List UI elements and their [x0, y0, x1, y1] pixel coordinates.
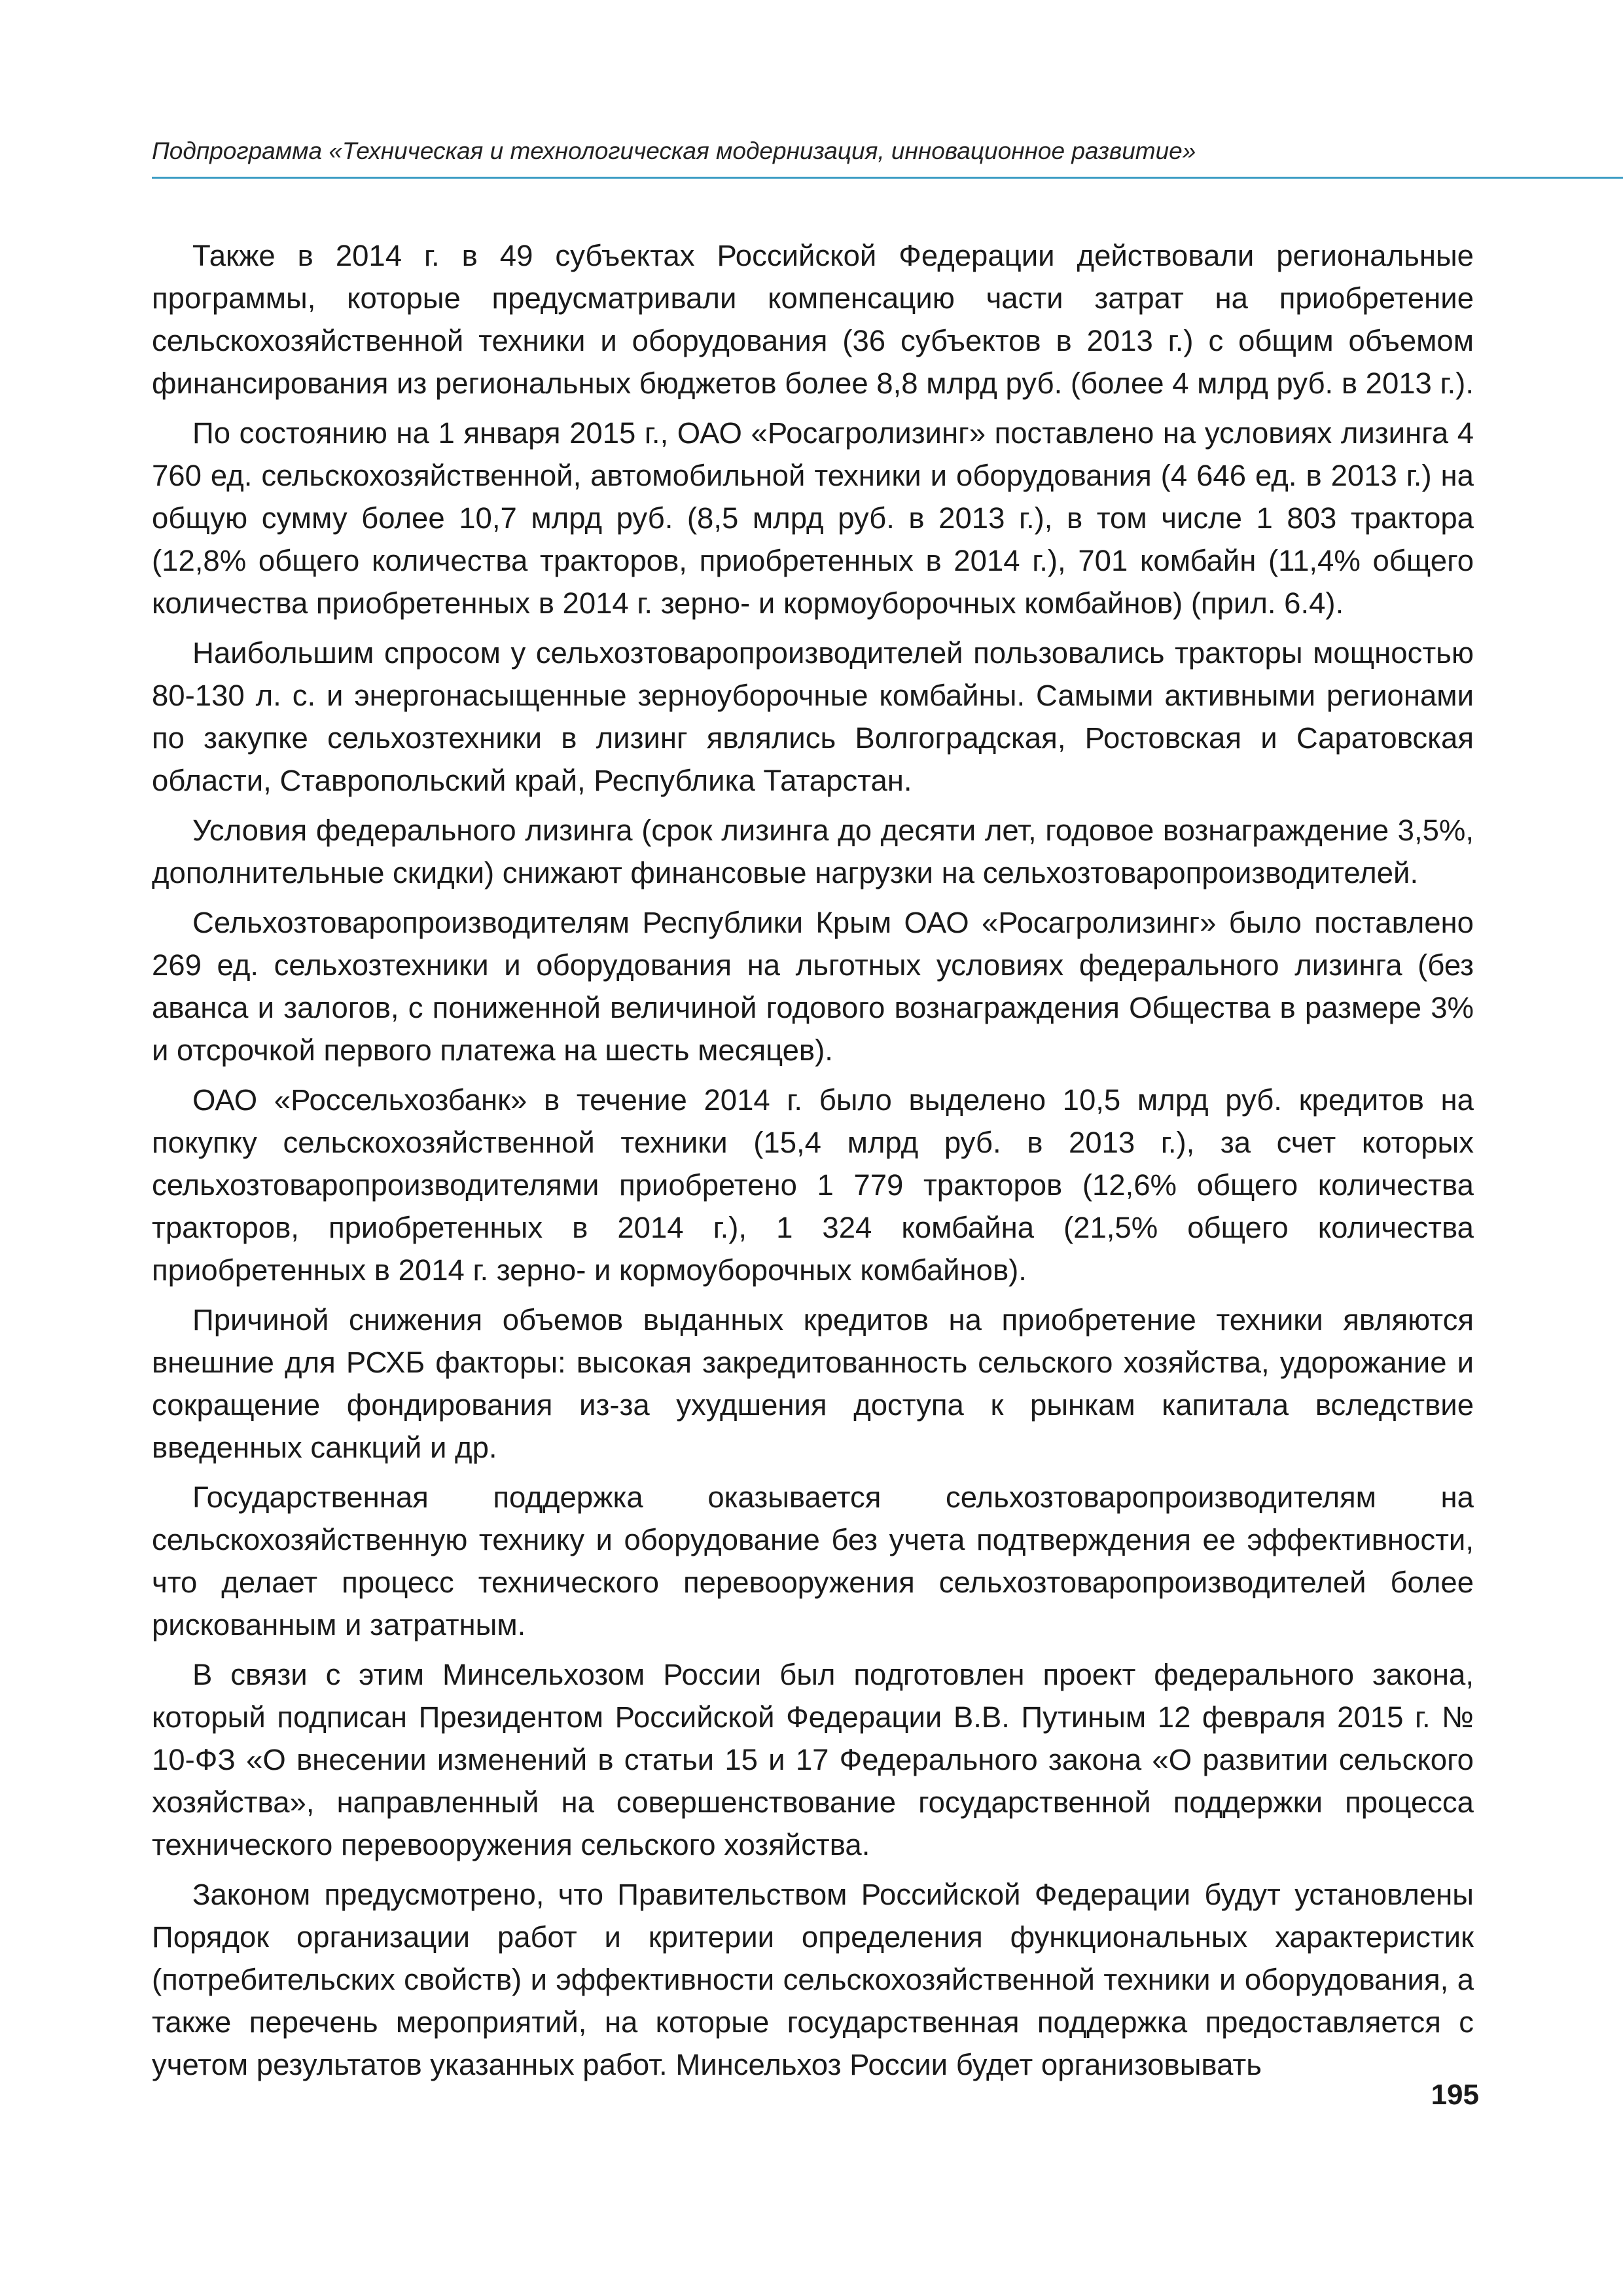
- paragraph: ОАО «Россельхозбанк» в течение 2014 г. было выделено 10,5 млрд руб. кредитов на покупку сельскохозяйственной техники (15,4 млрд руб. в 2013 г.), за счет которых сельхозтоваропроизводителями приобретено 1 779 тракторов (12,6% общего количества тракторов, приобретенных в 2014 г.), 1 324 комбайна (21,5% общего количества приобретенных в 2014 г. зерно- и кормоуборочных комбайнов).: [152, 1083, 1474, 1287]
- paragraph: Законом предусмотрено, что Правительством Российской Федерации будут установлены Порядок организации работ и критерии определения функциональных характеристик (потребительских свойств) и эффективности сельскохозяйственной техники и оборудования, а также перечень мероприятий, на которые государственная поддержка предоставляется с учетом результатов указанных работ. Минсельхоз России будет организовывать: [152, 1878, 1474, 2081]
- paragraph: Также в 2014 г. в 49 субъектах Российской Федерации действовали региональные программы, которые предусматривали компенсацию части затрат на приобретение сельскохозяйственной техники и оборудования (36 субъектов в 2013 г.) с общим объемом финансирования из региональных бюджетов более 8,8 млрд руб. (более 4 млрд руб. в 2013 г.).: [152, 239, 1474, 400]
- paragraph: По состоянию на 1 января 2015 г., ОАО «Росагролизинг» поставлено на условиях лизинга 4 760 ед. сельскохозяйственной, автомобильной техники и оборудования (4 646 ед. в 2013 г.) на общую сумму более 10,7 млрд руб. (8,5 млрд руб. в 2013 г.), в том числе 1 803 трактора (12,8% общего количества тракторов, приобретенных в 2014 г.), 701 комбайн (11,4% общего количества приобретенных в 2014 г. зерно- и кормоуборочных комбайнов) (прил. 6.4).: [152, 416, 1474, 620]
- paragraph: Наибольшим спросом у сельхозтоваропроизводителей пользовались тракторы мощностью 80-130 л. с. и энергонасыщенные зерноуборочные комбайны. Самыми активными регионами по закупке сельхозтехники в лизинг являлись Волгоградская, Ростовская и Саратовская области, Ставропольский край, Республика Татарстан.: [152, 636, 1474, 797]
- paragraph: Государственная поддержка оказывается сельхозтоваропроизводителям на сельскохозяйственную технику и оборудование без учета подтверждения ее эффективности, что делает процесс технического перевооружения сельхозтоваропроизводителей более рискованным и затратным.: [152, 1480, 1474, 1641]
- paragraph: Сельхозтоваропроизводителям Республики Крым ОАО «Росагролизинг» было поставлено 269 ед. сельхозтехники и оборудования на льготных условиях федерального лизинга (без аванса и залогов, с пониженной величиной годового вознаграждения Общества в размере 3% и отсрочкой первого платежа на шесть месяцев).: [152, 906, 1474, 1067]
- header-divider: [152, 177, 1623, 179]
- paragraph: В связи с этим Минсельхозом России был подготовлен проект федерального закона, который подписан Президентом Российской Федерации В.В. Путиным 12 февраля 2015 г. № 10-ФЗ «О внесении изменений в статьи 15 и 17 Федерального закона «О развитии сельского хозяйства», направленный на совершенствование государственной поддержки процесса технического перевооружения сельского хозяйства.: [152, 1658, 1474, 1861]
- paragraph: Условия федерального лизинга (срок лизинга до десяти лет, годовое вознаграждение 3,5%, дополнительные скидки) снижают финансовые нагрузки на сельхозтоваропроизводителей.: [152, 814, 1474, 889]
- running-header: Подпрограмма «Техническая и технологическая модернизация, инновационное развитие»: [152, 137, 1196, 164]
- paragraph: Причиной снижения объемов выданных кредитов на приобретение техники являются внешние для РСХБ факторы: высокая закредитованность сельского хозяйства, удорожание и сокращение фондирования из-за ухудшения доступа к рынкам капитала вследствие введенных санкций и др.: [152, 1303, 1474, 1464]
- body-text: [152, 234, 1474, 2093]
- page-number: 195: [1431, 2079, 1479, 2111]
